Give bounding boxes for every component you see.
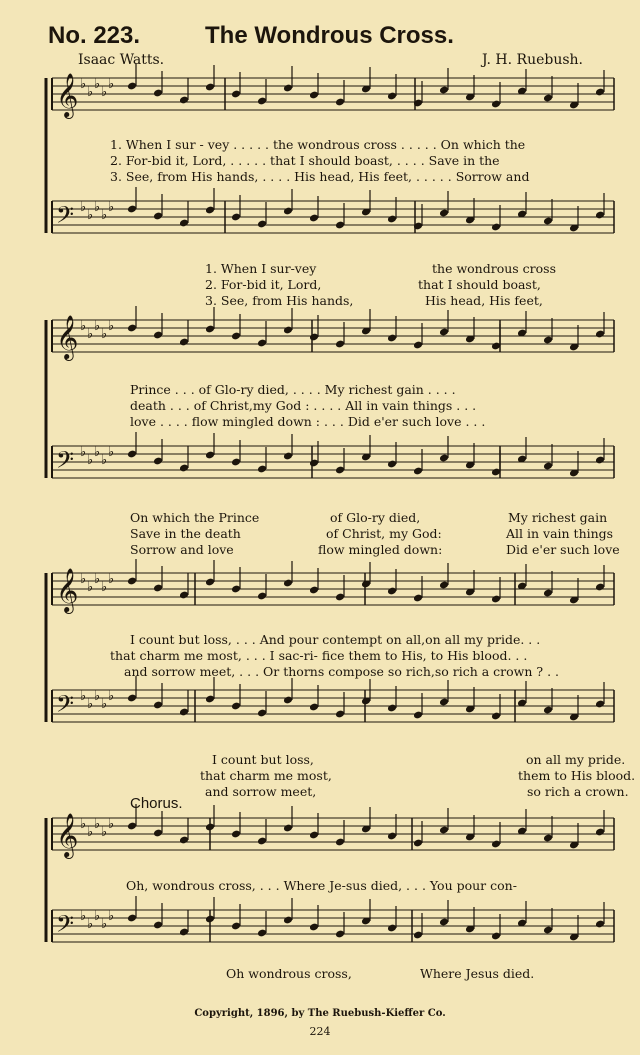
flat-icon: ♭ — [101, 208, 108, 223]
flat-icon: ♭ — [94, 572, 101, 587]
treble-clef-icon: 𝄞 — [56, 315, 79, 359]
flat-icon: ♭ — [101, 453, 108, 468]
verse-1-line-2: Prince . . . of Glo-ry died, . . . . My richest gain . . . . — [130, 382, 456, 397]
lower-verse-2-c: Save in the death — [130, 526, 241, 541]
flat-icon: ♭ — [108, 77, 115, 92]
lyricist-credit: Isaac Watts. — [78, 52, 165, 68]
flat-icon: ♭ — [108, 817, 115, 832]
bass-clef-icon: 𝄢 — [56, 446, 75, 479]
flat-icon: ♭ — [101, 580, 108, 595]
verse-3-line-3: and sorrow meet, . . . Or thorns compose so rich,so rich a crown ? . . — [124, 664, 559, 679]
verse-2-line-3: that charm me most, . . . I sac-ri- fice them to His, to His blood. . . — [110, 648, 528, 663]
lower-verse-3-f: and sorrow meet, — [205, 784, 317, 799]
flat-icon: ♭ — [101, 327, 108, 342]
copyright-notice: Copyright, 1896, by The Ruebush-Kieffer Co. — [194, 1008, 446, 1019]
flat-icon: ♭ — [101, 85, 108, 100]
lower-verse-3-c: Sorrow and love — [130, 542, 234, 557]
flat-icon: ♭ — [94, 817, 101, 832]
flat-icon: ♭ — [94, 319, 101, 334]
hymn-number: No. 223. — [48, 22, 141, 49]
flat-icon: ♭ — [101, 825, 108, 840]
flat-icon: ♭ — [80, 319, 87, 334]
flat-icon: ♭ — [108, 909, 115, 924]
bass-clef-icon: 𝄢 — [56, 910, 75, 943]
verse-1-line-1: 1. When I sur - vey . . . . . the wondrous cross . . . . . On which the — [110, 137, 526, 152]
flat-icon: ♭ — [94, 445, 101, 460]
flat-icon: ♭ — [87, 825, 94, 840]
flat-icon: ♭ — [80, 200, 87, 215]
lower-verse-1-g: on all my pride. — [526, 752, 626, 767]
treble-clef-icon: 𝄞 — [56, 73, 79, 117]
verse-1-line-3: I count but loss, . . . And pour contempt on all,on all my pride. . . — [130, 632, 541, 647]
flat-icon: ♭ — [101, 697, 108, 712]
flat-icon: ♭ — [94, 909, 101, 924]
lower-verse-2-g: them to His blood. — [518, 768, 636, 783]
verse-3-line-2: love . . . . flow mingled down : . . . Did e'er such love . . . — [130, 414, 486, 429]
page-number: 224 — [309, 1025, 331, 1038]
verse-2-line-1: 2. For-bid it, Lord, . . . . . that I should boast, . . . . Save in the — [110, 153, 500, 168]
flat-icon: ♭ — [94, 200, 101, 215]
flat-icon: ♭ — [80, 572, 87, 587]
lower-verse-2-a: 2. For-bid it, Lord, — [205, 277, 322, 292]
verse-2-line-2: death . . . of Christ,my God : . . . . All in vain things . . . — [130, 398, 477, 413]
flat-icon: ♭ — [87, 697, 94, 712]
bass-clef-icon: 𝄢 — [56, 690, 75, 723]
flat-icon: ♭ — [101, 917, 108, 932]
flat-icon: ♭ — [108, 445, 115, 460]
lower-verse-2-d: of Christ, my God: — [326, 526, 442, 541]
flat-icon: ♭ — [87, 917, 94, 932]
lower-verse-1-c: On which the Prince — [130, 510, 260, 525]
lower-verse-2-e: All in vain things — [506, 526, 614, 541]
flat-icon: ♭ — [108, 200, 115, 215]
flat-icon: ♭ — [94, 689, 101, 704]
bass-clef-icon: 𝄢 — [56, 201, 75, 234]
lower-verse-2-f: that charm me most, — [200, 768, 332, 783]
composer-credit: J. H. Ruebush. — [482, 52, 584, 68]
lower-verse-1-b: the wondrous cross — [432, 261, 556, 276]
lower-verse-2-b: that I should boast, — [418, 277, 541, 292]
flat-icon: ♭ — [80, 77, 87, 92]
flat-icon: ♭ — [108, 689, 115, 704]
lower-verse-3-d: flow mingled down: — [318, 542, 443, 557]
treble-clef-icon: 𝄞 — [56, 813, 79, 857]
flat-icon: ♭ — [80, 909, 87, 924]
lower-verse-3-b: His head, His feet, — [425, 293, 543, 308]
lower-verse-1-e: My richest gain — [508, 510, 608, 525]
lower-verse-3-g: so rich a crown. — [527, 784, 629, 799]
flat-icon: ♭ — [87, 580, 94, 595]
flat-icon: ♭ — [87, 453, 94, 468]
hymn-title: The Wondrous Cross. — [205, 22, 454, 49]
chorus-upper-lyrics: Oh, wondrous cross, . . . Where Je-sus died, . . . You pour con- — [126, 878, 517, 893]
chorus-lower-lyrics-a: Oh wondrous cross, — [226, 966, 352, 981]
flat-icon: ♭ — [87, 208, 94, 223]
verse-3-line-1: 3. See, from His hands, . . . . His head, His feet, . . . . . Sorrow and — [110, 169, 530, 184]
chorus-lower-lyrics-b: Where Jesus died. — [420, 966, 535, 981]
lower-verse-1-f: I count but loss, — [212, 752, 314, 767]
flat-icon: ♭ — [108, 319, 115, 334]
chorus-label: Chorus. — [130, 795, 183, 812]
flat-icon: ♭ — [94, 77, 101, 92]
lower-verse-1-d: of Glo-ry died, — [330, 510, 421, 525]
treble-clef-icon: 𝄞 — [56, 568, 79, 612]
lower-verse-3-e: Did e'er such love — [506, 542, 620, 557]
lower-verse-3-a: 3. See, from His hands, — [205, 293, 354, 308]
flat-icon: ♭ — [108, 572, 115, 587]
flat-icon: ♭ — [80, 445, 87, 460]
flat-icon: ♭ — [80, 817, 87, 832]
lower-verse-1-a: 1. When I sur-vey — [205, 261, 317, 276]
flat-icon: ♭ — [80, 689, 87, 704]
flat-icon: ♭ — [87, 85, 94, 100]
flat-icon: ♭ — [87, 327, 94, 342]
